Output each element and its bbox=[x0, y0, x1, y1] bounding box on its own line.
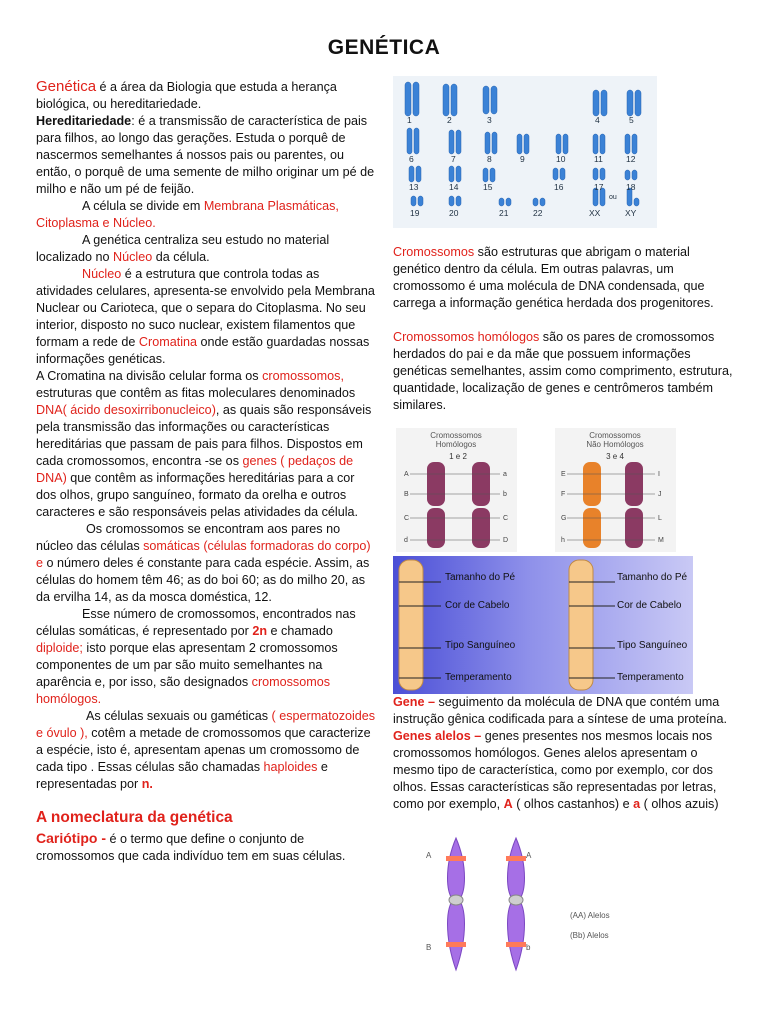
paragraph-nucleo-intro: A genética centraliza seu estudo no material localizado no Núcleo da célula. bbox=[36, 233, 330, 264]
non-homologous-diagram bbox=[555, 428, 676, 552]
label-21: 21 bbox=[499, 208, 509, 218]
label-8: 8 bbox=[487, 154, 492, 164]
allele-label-A-left: A bbox=[426, 851, 432, 860]
label-1: 1 bbox=[407, 115, 412, 125]
alleles-diagram bbox=[420, 836, 630, 972]
left-column bbox=[36, 78, 376, 865]
label-7: 7 bbox=[451, 154, 456, 164]
term-genetica: Genética bbox=[36, 78, 97, 95]
svg-text:G: G bbox=[561, 515, 567, 522]
homologous-diagram bbox=[396, 428, 517, 552]
label-22: 22 bbox=[533, 208, 543, 218]
label-xx: XX bbox=[589, 208, 601, 218]
paragraph-cromossomos: Cromossomos são estruturas que abrigam o material genético dentro da célula. Em outras palavras, um cromossomo é uma molécula de DNA condensada, que carrega a informação genética herdada dos progenitores. bbox=[393, 245, 714, 310]
paragraph-diploide: Esse número de cromossomos, encontrados nas células somáticas, é representado por 2n e chamado diploide; isto porque elas apresentam 2 cromossomos componentes de um par são muito semelhantes na aparência e, por isso, são designados cromossomos homólogos. bbox=[36, 607, 356, 706]
label-17: 17 bbox=[594, 182, 604, 192]
label-10: 10 bbox=[556, 154, 566, 164]
allele-label-B: B bbox=[426, 943, 432, 952]
svg-text:a: a bbox=[503, 471, 507, 478]
svg-text:h: h bbox=[561, 537, 565, 544]
label-5: 5 bbox=[629, 115, 634, 125]
traits-diagram bbox=[393, 556, 693, 694]
svg-text:C: C bbox=[404, 515, 410, 522]
paragraph-cariotipo: Cariótipo - é o termo que define o conjunto de cromossomos que cada indivíduo tem em suas células. bbox=[36, 830, 346, 863]
paragraph-homologos: Cromossomos homólogos são os pares de cromossomos herdados do pai e da mãe que possuem informações genéticas semelhantes, assim como comprimento, estrutura, quantidade, localização de genes e centrômeros também similares. bbox=[393, 330, 733, 412]
label-4: 4 bbox=[595, 115, 600, 125]
paragraph-genes-alelos: Genes alelos – genes presentes nos mesmos locais nos cromossomos homólogos. Genes alelos apresentam o mesmo tipo de característica, como por exemplo, cor dos olhos. Essas características são representadas por letras, como por exemplo, A ( olhos castanhos) e a ( olhos azuis) bbox=[393, 729, 719, 811]
trait-3: Tipo Sanguíneo bbox=[445, 640, 516, 651]
allele-legend-Bb: (Bb) Alelos bbox=[570, 931, 609, 940]
paragraph-cromatina: A Cromatina na divisão celular forma os cromossomos, estruturas que contêm as fitas moleculares denominados DNA( ácido desoxirribonucleico), as quais são responsáveis pela transmissão das informações ou características hereditárias que passam de pais para filhos. Dispostos em cada cromossomos, encontra -se os genes ( pedaços de DNA) que contêm as informações hereditárias para a cor dos olhos, grupo sanguíneo, formato da orelha e outros caracteres e são responsáveis pelas atividades da célula. bbox=[36, 369, 372, 519]
svg-text:M: M bbox=[658, 537, 664, 544]
label-9: 9 bbox=[520, 154, 525, 164]
label-3: 3 bbox=[487, 115, 492, 125]
label-16: 16 bbox=[554, 182, 564, 192]
label-20: 20 bbox=[449, 208, 459, 218]
trait-1-right: Tamanho do Pé bbox=[617, 572, 688, 583]
trait-4-right: Temperamento bbox=[617, 672, 684, 683]
svg-text:J: J bbox=[658, 491, 662, 498]
label-19: 19 bbox=[410, 208, 420, 218]
section-heading: A nomeclatura da genética bbox=[36, 809, 233, 826]
svg-text:C: C bbox=[503, 515, 509, 522]
page-title: GENÉTICA bbox=[327, 36, 441, 59]
label-ou: ou bbox=[609, 194, 617, 201]
paragraph-celula: A célula se divide em Membrana Plasmáticas, Citoplasma e Núcleo. bbox=[36, 199, 339, 230]
svg-text:A: A bbox=[404, 471, 409, 478]
paragraph-pares: Os cromossomos se encontram aos pares no núcleo das células somáticas (células formadoras do corpo) e o número deles é constante para cada espécie. Assim, as células do homem têm 46; as do boi 60; as do milho 20, as da ervilha 14, as da mosca doméstica, 12. bbox=[36, 522, 371, 604]
diag2-subtitle: Não Homólogos bbox=[586, 440, 644, 449]
label-11: 11 bbox=[594, 154, 603, 164]
svg-text:F: F bbox=[561, 491, 566, 498]
trait-2-right: Cor de Cabelo bbox=[617, 600, 682, 611]
label-xy: XY bbox=[625, 208, 637, 218]
diag2-title: Cromossomos bbox=[589, 431, 641, 440]
trait-2: Cor de Cabelo bbox=[445, 600, 510, 611]
diag1-numbers: 1 e 2 bbox=[449, 452, 467, 461]
svg-text:D: D bbox=[503, 537, 509, 544]
label-13: 13 bbox=[409, 182, 419, 192]
karyotype-svg bbox=[393, 76, 657, 228]
label-18: 18 bbox=[626, 182, 636, 192]
trait-4: Temperamento bbox=[445, 672, 512, 683]
paragraph-gene: Gene – seguimento da molécula de DNA que contém uma instrução gênica codificada para a síntese de uma proteína. bbox=[393, 695, 727, 726]
paragraph-genetica: Genética é a área da Biologia que estuda a herança biológica, ou hereditariedade. bbox=[36, 78, 337, 111]
label-15: 15 bbox=[483, 182, 493, 192]
allele-label-A-right: A bbox=[526, 851, 532, 860]
svg-text:d: d bbox=[404, 537, 408, 544]
svg-text:I: I bbox=[658, 471, 660, 478]
karyotype-image bbox=[393, 76, 657, 228]
svg-text:L: L bbox=[658, 515, 662, 522]
right-column-bottom bbox=[393, 694, 738, 813]
trait-1: Tamanho do Pé bbox=[445, 572, 516, 583]
diag1-title: Cromossomos bbox=[430, 431, 482, 440]
svg-text:B: B bbox=[404, 491, 409, 498]
diag1-subtitle: Homólogos bbox=[435, 440, 477, 449]
paragraph-haploides: As células sexuais ou gaméticas ( espermatozoides e óvulo ), cotêm a metade de cromossomos que caracterize a espécie, isto é, apresentam apenas um cromossomo de cada tipo . Essas células são chamadas haploides e representadas por n. bbox=[36, 709, 376, 791]
svg-text:b: b bbox=[503, 491, 507, 498]
label-14: 14 bbox=[449, 182, 459, 192]
label-2: 2 bbox=[447, 115, 452, 125]
paragraph-nucleo: Núcleo é a estrutura que controla todas as atividades celulares, apresenta-se envolvido pela Membrana Nuclear ou Carioteca, que o separa do Citoplasma. No seu interior, disposto no suco nuclear, existem filamentos que formam a rede de Cromatina onde estão guardadas nossas informações genéticas. bbox=[36, 267, 375, 366]
diag2-numbers: 3 e 4 bbox=[606, 452, 624, 461]
paragraph-hereditariedade: Hereditariedade: é a transmissão de característica de pais para filhos, ao longo das gerações. Estuda o porquê de nascermos semelhantes á nossos pais ou parentes, ou então, o porquê de uma semente de milho originar um pé de milho e não um pé de feijão. bbox=[36, 114, 375, 196]
right-column-top bbox=[393, 244, 733, 414]
svg-text:E: E bbox=[561, 471, 566, 478]
trait-3-right: Tipo Sanguíneo bbox=[617, 640, 688, 651]
allele-legend-AA: (AA) Alelos bbox=[570, 911, 610, 920]
allele-label-b: b bbox=[526, 943, 531, 952]
label-12: 12 bbox=[626, 154, 636, 164]
label-6: 6 bbox=[409, 154, 414, 164]
